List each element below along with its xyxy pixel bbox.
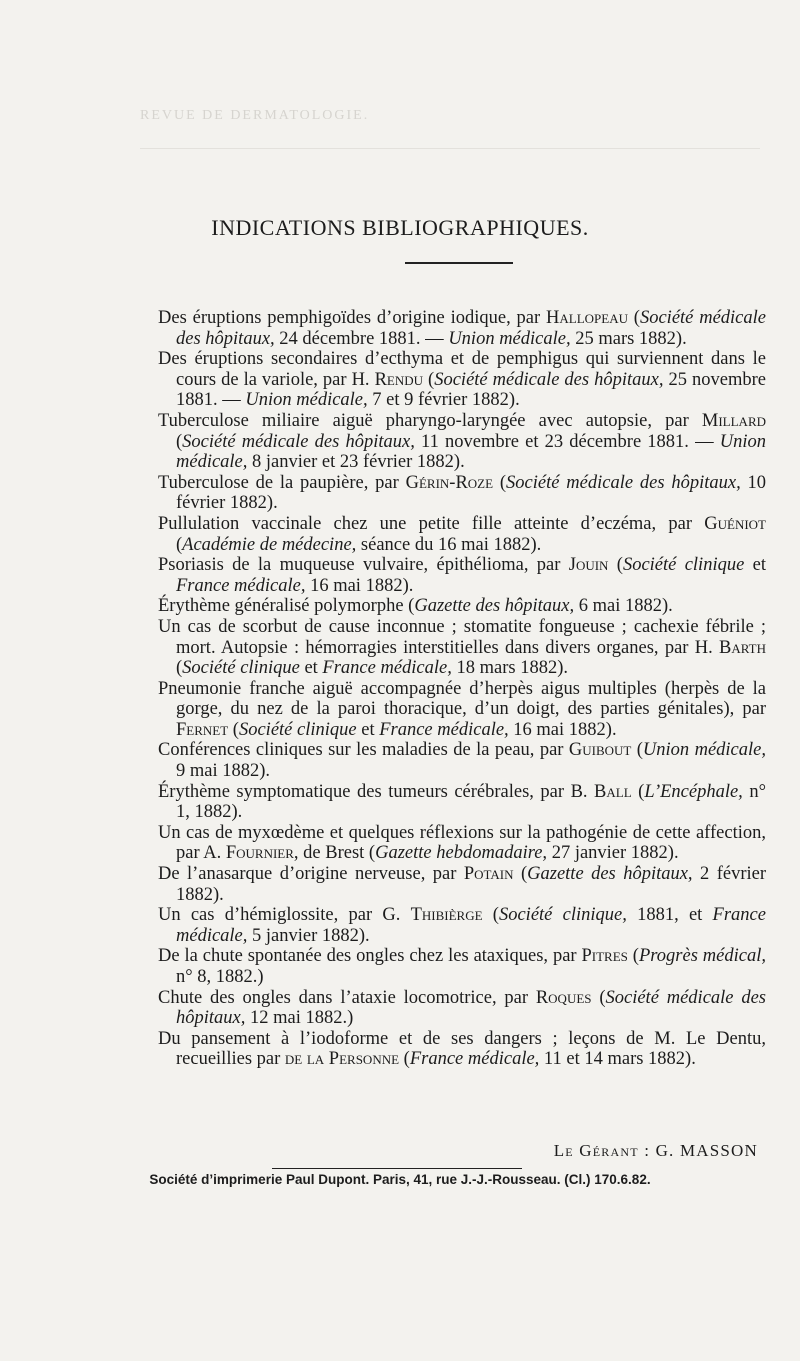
entry-text: 11 novembre et 23 décembre 1881. — bbox=[414, 431, 720, 452]
entry-text: ( bbox=[399, 1049, 410, 1070]
entry-text: ( bbox=[228, 719, 239, 740]
entry-author: Guibout bbox=[568, 740, 632, 761]
entry-text: 7 et 9 février 1882). bbox=[367, 390, 520, 411]
bibliography-entry bbox=[158, 1029, 766, 1070]
entry-text: ( bbox=[591, 987, 606, 1008]
entry-text: 11 et 14 mars 1882). bbox=[539, 1049, 696, 1070]
entry-author: Guéniot bbox=[704, 513, 766, 534]
bibliography-entry bbox=[158, 308, 766, 349]
entry-text: 25 mars 1882). bbox=[570, 328, 687, 349]
bibliography-entry bbox=[158, 411, 766, 473]
entry-text: Érythème généralisé polymorphe ( bbox=[158, 596, 415, 617]
entry-author: Gérin-Roze bbox=[405, 472, 494, 493]
entry-text: et bbox=[744, 555, 766, 576]
entry-author: Hallopeau bbox=[546, 308, 628, 328]
bibliography-entry bbox=[158, 782, 766, 823]
entry-source: France médicale, bbox=[409, 1049, 540, 1070]
entry-text: 10 février 1882). bbox=[176, 472, 767, 514]
bibliography-entry bbox=[158, 864, 766, 905]
entry-text: ( bbox=[627, 946, 639, 967]
entry-author: Ball bbox=[594, 781, 632, 802]
bibliography-entry bbox=[158, 905, 766, 946]
entry-text: 6 mai 1882). bbox=[574, 596, 673, 617]
entry-source: Gazette des hôpitaux, bbox=[527, 864, 693, 885]
entry-text: ( bbox=[176, 534, 183, 555]
entry-source: Société clinique bbox=[182, 658, 300, 679]
page-title: INDICATIONS BIBLIOGRAPHIQUES. bbox=[211, 215, 589, 240]
entry-author: Roques bbox=[535, 987, 592, 1008]
bibliography-entry bbox=[158, 946, 766, 987]
entry-text: Des éruptions secondaires d’ecthyma et de pemphigus qui surviennent dans le cours de la variole, par H. bbox=[158, 349, 766, 390]
entry-text: 8 janvier et 23 février 1882). bbox=[247, 452, 465, 473]
entry-text: 18 mars 1882). bbox=[451, 658, 568, 679]
bleed-through-header: REVUE DE DERMATOLOGIE. bbox=[140, 108, 370, 123]
entry-text: Un cas de scorbut de cause inconnue ; stomatite fongueuse ; cachexie fébrile ; mort. Autopsie : hémorragies interstitielles dans divers organes, par H. bbox=[158, 616, 766, 658]
entry-text: et bbox=[356, 719, 380, 740]
entry-text: ( bbox=[176, 658, 183, 679]
title-rule bbox=[405, 262, 513, 264]
entry-text: Érythème symptomatique des tumeurs cérébrales, par B. bbox=[158, 781, 595, 802]
entry-text: , de Brest ( bbox=[293, 843, 376, 864]
entry-source: Société clinique bbox=[622, 555, 745, 576]
entry-author: Fernet bbox=[176, 719, 229, 740]
entry-text: Pneumonie franche aiguë accompagnée d’herpès aigus multiples (herpès de la gorge, du nez de la paroi thoracique, d’un doigt, des parties génitales), par bbox=[158, 678, 766, 720]
entry-text: Des éruptions pemphigoïdes d’origine iodique, par bbox=[158, 308, 546, 328]
entry-author: Rendu bbox=[374, 369, 424, 390]
entry-text: Chute des ongles dans l’ataxie locomotrice, par bbox=[158, 987, 536, 1008]
entry-text: ( bbox=[627, 308, 640, 328]
entry-source: Union médicale, bbox=[176, 431, 766, 473]
entry-text: Conférences cliniques sur les maladies de la peau, par bbox=[158, 740, 569, 761]
entry-text: 27 janvier 1882). bbox=[547, 843, 679, 864]
printer-footer: Société d’imprimerie Paul Dupont. Paris, 41, rue J.-J.-Rousseau. (Cl.) 170.6.82. bbox=[149, 1172, 651, 1187]
signature: Le Gérant : G. MASSON bbox=[553, 1141, 758, 1160]
entry-author: Thibièrge bbox=[410, 905, 483, 926]
entry-source: Gazette des hôpitaux, bbox=[414, 596, 575, 617]
entry-text: De l’anasarque d’origine nerveuse, par bbox=[158, 864, 464, 885]
entry-source: Académie de médecine, bbox=[182, 534, 357, 555]
entry-source: Société médicale des hôpitaux, bbox=[434, 369, 664, 390]
entry-source: Société clinique bbox=[238, 719, 357, 740]
entry-source: Société clinique, bbox=[498, 905, 627, 926]
entry-text: Un cas d’hémiglossite, par G. bbox=[158, 905, 411, 926]
entry-source: France médicale, bbox=[176, 575, 306, 596]
entry-text: ( bbox=[176, 431, 183, 452]
entry-text: ( bbox=[631, 781, 645, 802]
entry-text: ( bbox=[423, 369, 435, 390]
entry-source: Société médicale des hôpitaux, bbox=[506, 472, 741, 493]
entry-source: Union médicale, bbox=[245, 390, 368, 411]
entry-text: ( bbox=[513, 864, 528, 885]
entry-text: Tuberculose miliaire aiguë pharyngo-laryngée avec autopsie, par bbox=[158, 410, 702, 431]
entry-author: Fournier bbox=[225, 843, 294, 864]
entry-author: Barth bbox=[719, 637, 766, 658]
entry-source: Union médicale, bbox=[448, 328, 571, 349]
entry-source: Progrès médical, bbox=[638, 946, 766, 967]
entry-text: séance du 16 mai 1882). bbox=[356, 534, 542, 555]
entry-author: Pitres bbox=[581, 946, 628, 967]
entry-source: Gazette hebdomadaire, bbox=[375, 843, 548, 864]
bleed-through-rule bbox=[140, 148, 760, 149]
entry-text: Psoriasis de la muqueuse vulvaire, épithélioma, par bbox=[158, 555, 569, 576]
entry-text: 5 janvier 1882). bbox=[247, 925, 370, 946]
bibliography-entry bbox=[158, 596, 766, 617]
entry-text: Pullulation vaccinale chez une petite fille atteinte d’eczéma, par bbox=[158, 513, 705, 534]
entry-source: Union médicale, bbox=[642, 740, 766, 761]
entry-source: France médicale, bbox=[176, 905, 766, 946]
entry-text: n° 1, 1882). bbox=[176, 781, 766, 823]
bibliography-entry bbox=[158, 988, 766, 1029]
bibliography-entry bbox=[158, 679, 766, 741]
entry-author: Potain bbox=[463, 864, 514, 885]
entry-source: France médicale, bbox=[322, 658, 452, 679]
entry-text: Tuberculose de la paupière, par bbox=[158, 472, 406, 493]
entry-text: 16 mai 1882). bbox=[305, 575, 414, 596]
entry-text: 2 février 1882). bbox=[176, 864, 766, 905]
entry-text: ( bbox=[482, 905, 499, 926]
entry-source: Société médicale des hôpitaux, bbox=[176, 308, 766, 349]
entry-text: et bbox=[299, 658, 323, 679]
entry-text: De la chute spontanée des ongles chez les ataxiques, par bbox=[158, 946, 582, 967]
entry-text: 24 décembre 1881. — bbox=[274, 328, 449, 349]
entry-author: de la Personne bbox=[284, 1049, 400, 1070]
entry-text: 16 mai 1882). bbox=[508, 719, 617, 740]
entry-source: France médicale, bbox=[379, 719, 509, 740]
entry-text: 12 mai 1882.) bbox=[245, 1008, 354, 1029]
entry-author: Jouin bbox=[568, 555, 609, 576]
entry-source: Société médicale des hôpitaux, bbox=[176, 987, 766, 1029]
bibliography-entry bbox=[158, 740, 766, 781]
entry-text: Du pansement à l’iodoforme et de ses dangers ; leçons de M. Le Dentu, recueillies par bbox=[158, 1028, 766, 1070]
entry-source: Société médicale des hôpitaux, bbox=[182, 431, 415, 452]
entry-author: Millard bbox=[701, 410, 766, 431]
entry-text: ( bbox=[493, 472, 507, 493]
entry-text: n° 8, 1882.) bbox=[176, 967, 264, 987]
entry-text: 25 novembre 1881. — bbox=[176, 369, 766, 411]
bibliography-entry bbox=[158, 555, 766, 596]
entry-text: 9 mai 1882). bbox=[176, 761, 271, 782]
bibliography-entry bbox=[158, 473, 766, 514]
bibliography-list bbox=[158, 308, 766, 1070]
entry-source: L’Encéphale, bbox=[644, 781, 743, 802]
entry-text: ( bbox=[608, 555, 623, 576]
bibliography-entry bbox=[158, 823, 766, 864]
entry-text: Un cas de myxœdème et quelques réflexions sur la pathogénie de cette affection, par A. bbox=[158, 822, 766, 864]
entry-text: ( bbox=[631, 740, 643, 761]
entry-text: 1881, et bbox=[626, 905, 713, 926]
bibliography-entry bbox=[158, 349, 766, 411]
bibliography-entry bbox=[158, 514, 766, 555]
footer-rule bbox=[272, 1168, 522, 1169]
bibliography-entry bbox=[158, 617, 766, 679]
